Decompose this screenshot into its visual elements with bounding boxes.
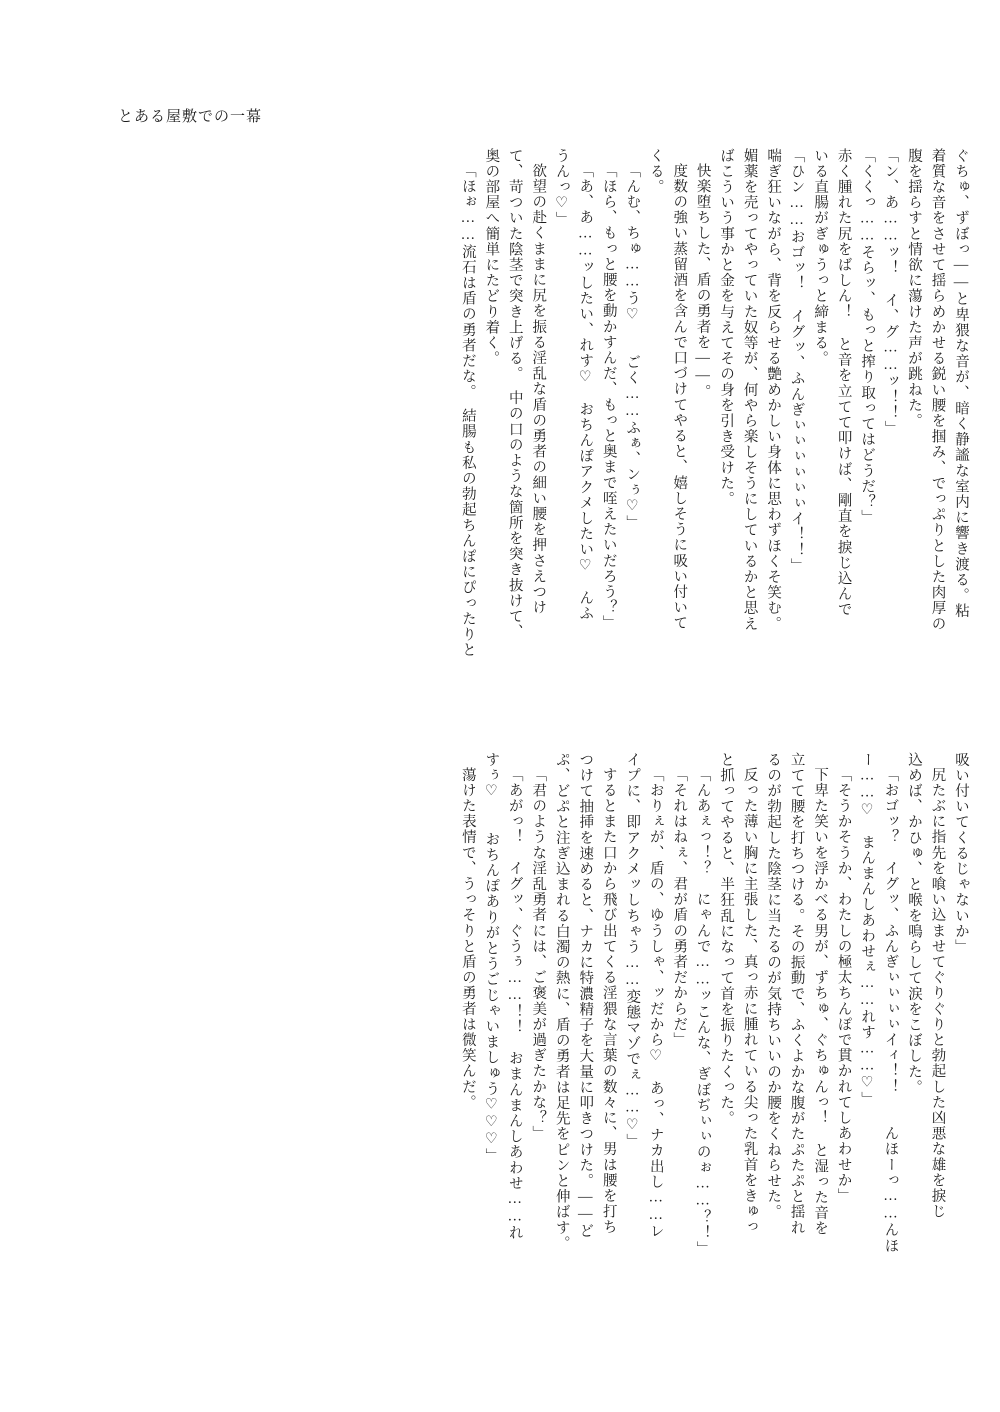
paragraph-line: すぅ♡ おちんぽありがとうごじゃいましゅう♡♡♡」 (483, 752, 500, 1164)
paragraph-line: 快楽堕ちした、盾の勇者を——。 (694, 162, 711, 400)
paragraph-line: 奥の部屋へ簡単にたどり着く。 (483, 148, 500, 367)
paragraph-line: 「ン、あ……ッ！ イ、グ……ッ！！」 (882, 148, 899, 437)
paragraph-line: 「ひン……おゴッ！ イグッ、ふんぎぃぃぃぃぃぃイ！！」 (788, 148, 805, 574)
paragraph-line: て、苛ついた陰茎で突き上げる。 中の口のような箇所を突き抜けて、 (506, 148, 523, 640)
paragraph-line: 「ほら、もっと腰を動かすんだ、もっと奥まで咥えたいだろう？」 (600, 162, 617, 631)
paragraph-line: 込めば、かひゅ、と喉を鳴らして涙をこぼした。 (906, 752, 923, 1096)
running-title: とある屋敷での一幕 (118, 109, 263, 125)
paragraph-line: 反った薄い胸に主張した、真っ赤に腫れている尖った乳首をきゅっ (741, 766, 758, 1235)
paragraph-line: 「んあぇっ！？ にゃんで……ッこんな、ぎぼぢぃぃのぉ……？！」 (694, 766, 711, 1257)
paragraph-line: るのが勃起した陰茎に当たるのが気持ちいいのか腰をくねらせた。 (765, 752, 782, 1220)
paragraph-line: 「ほぉ……流石は盾の勇者だな。 結腸も私の勃起ちんぽにぴったりと (459, 162, 476, 658)
paragraph-line: 「おゴッ？ イグッ、ふんぎぃぃぃぃイィ！！ んほーっ……んほ (882, 766, 899, 1254)
paragraph-line: ー……♡ まんまんしあわせぇ……れす……♡」 (859, 752, 876, 1108)
paragraph-line: 「それはねぇ、君が盾の勇者だからだ」 (671, 766, 688, 1048)
paragraph-line: うんっ♡」 (553, 148, 570, 228)
paragraph-line: するとまた口から飛び出てくる淫猥な言葉の数々に、男は腰を打ち (600, 766, 617, 1235)
paragraph-line: ばこういう事かと金を与えてその身を引き受けた。 (718, 148, 735, 507)
upper-text-column (212, 148, 972, 708)
paragraph-line: ぷ、どぷと注ぎ込まれる白濁の熱に、盾の勇者は足先をピンと伸ばす。 (553, 752, 570, 1252)
paragraph-line: イプに、即アクメッしちゃう……変態マゾでぇ……♡」 (624, 752, 641, 1150)
paragraph-line: くる。 (647, 148, 664, 195)
paragraph-line: 下卑た笑いを浮かべる男が、ずちゅ、ぐちゅんっ！ と湿った音を (812, 766, 829, 1236)
paragraph-line: ぐちゅ、ずぼっ——と卑猥な音が、暗く静謐な室内に響き渡る。粘 (953, 148, 969, 619)
paragraph-line: 「おりぇが、盾の、ゆうしゃ、ッだから♡ あっ、ナカ出し……レ (647, 766, 664, 1239)
paragraph-line: いる直腸がぎゅうっと締まる。 (812, 148, 829, 367)
lower-text-column (212, 752, 972, 1312)
paragraph-line: 欲望の赴くままに尻を振る淫乱な盾の勇者の細い腰を押さえつけ (530, 162, 547, 615)
paragraph-line: 喘ぎ狂いながら、背を反らせる艶めかしい身体に思わずほくそ笑む。 (765, 148, 782, 632)
paragraph-line: 着質な音をさせて揺らめかせる鋭い腰を掴み、でっぷりとした肉厚の (929, 148, 946, 632)
paragraph-line: 立てて腰を打ちつける。その振動で、ふくよかな腹がたぷたぷと揺れ (788, 752, 805, 1236)
paragraph-line: 腹を揺らすと情欲に蕩けた声が跳ねた。 (906, 148, 923, 429)
paragraph-line: と抓ってやると、半狂乱になって首を振りたくった。 (718, 752, 735, 1127)
paragraph-line: 「んむ、ちゅ……う♡ ごく……ふぁ、ンぅ♡」 (624, 162, 641, 531)
paragraph-line: 「君のような淫乱勇者には、ご褒美が過ぎたかな？」 (530, 766, 547, 1141)
paragraph-line: 蕩けた表情で、うっそりと盾の勇者は微笑んだ。 (459, 766, 476, 1110)
paragraph-line: 尻たぶに指先を喰い込ませてぐりぐりと勃起した凶悪な雄を捩じ (929, 766, 946, 1219)
paragraph-line: 「くくっ……そらッ、もっと搾り取ってはどうだ？」 (859, 148, 876, 526)
paragraph-line: 「そうかそうか、わたしの極太ちんぽで貫かれてしあわせか」 (835, 766, 852, 1204)
paragraph-line: つけて抽挿を速めると、ナカに特濃精子を大量に叩きつけた。——ど (577, 752, 594, 1239)
paragraph-line: 媚薬を売ってやっていた奴等が、何やら楽しそうにしているかと思え (741, 148, 758, 632)
paragraph-line: 赤く腫れた尻をばしん！ と音を立てて叩けば、剛直を捩じ込んで (835, 148, 852, 618)
paragraph-line: 度数の強い蒸留酒を含んで口づけてやると、嬉しそうに吸い付いて (671, 162, 688, 631)
paragraph-line: 吸い付いてくるじゃないか」 (953, 752, 969, 955)
paragraph-line: 「あ、あ……ッしたい、れす♡ おちんぽアクメしたい♡ んふ (577, 162, 594, 621)
paragraph-line: 「あがっ！ イグッ、ぐうぅ……！！ おまんまんしあわせ……れ (506, 766, 523, 1241)
